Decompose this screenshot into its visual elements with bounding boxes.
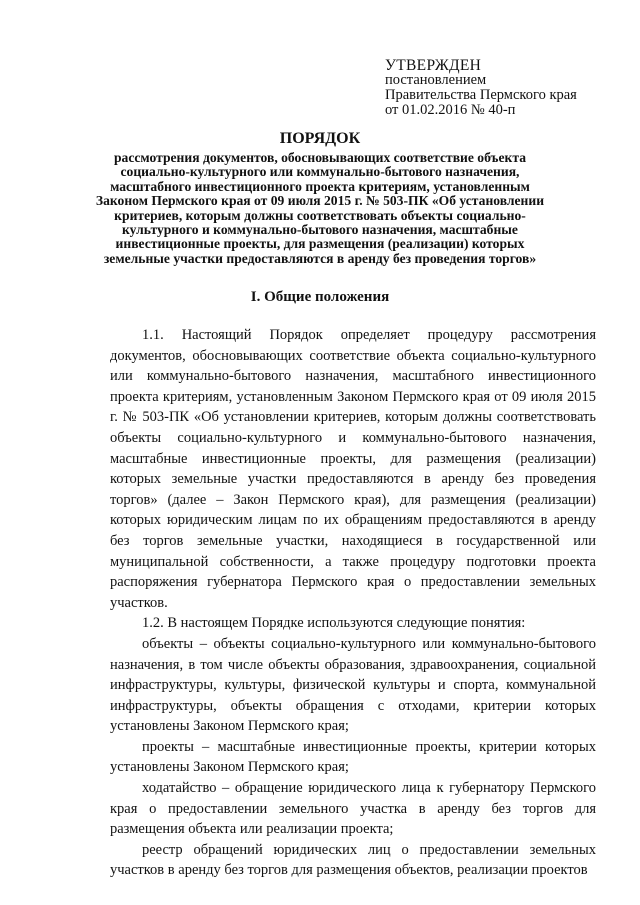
document-subtitle: рассмотрения документов, обосновывающих соответствие объекта социально-культурного или коммунально-бытового назначения, масштабного инвестиционного проекта критериям, установленным Законом Пермского края от 09 июля 2015 г. № 503-ПК «Об установлении критериев, которым должны соответствовать объекты социально-культурного и коммунально-бытового назначения, масштабные инвестиционные проекты, для размещения (реализации) которых земельные участки предоставляются в аренду без проведения торгов»	[95, 150, 545, 266]
section-heading: I. Общие положения	[250, 289, 390, 305]
approval-heading: УТВЕРЖДЕН	[385, 57, 482, 74]
approval-stamp	[385, 58, 577, 118]
definition-registry: реестр обращений юридических лиц о предоставлении земельных участков в аренду без торгов для размещения объектов, реализации проектов	[110, 841, 596, 879]
approval-line-1: постановлением	[385, 72, 487, 88]
document-title: ПОРЯДОК	[279, 130, 361, 147]
document-body	[110, 325, 596, 881]
approval-line-2: Правительства Пермского края	[385, 87, 577, 103]
definition-projects: проекты – масштабные инвестиционные проекты, критерии которых установлены Законом Пермского края;	[110, 738, 596, 776]
approval-line-3: от 01.02.2016 № 40-п	[385, 102, 516, 118]
definition-objects: объекты – объекты социально-культурного или коммунально-бытового назначения, в том числе объекты образования, здравоохранения, социальной инфраструктуры, культуры, физической культуры и спорта, коммунальной инфраструктуры, объекты обращения с отходами, критерии которых установлены Законом Пермского края;	[110, 635, 596, 735]
definition-petition: ходатайство – обращение юридического лица к губернатору Пермского края о предоставлении земельного участка в аренду без торгов для размещения объекта или реализации проекта;	[110, 780, 596, 838]
paragraph-1-2: 1.2. В настоящем Порядке используются следующие понятия:	[142, 615, 526, 632]
paragraph-1-1: 1.1. Настоящий Порядок определяет процедуру рассмотрения документов, обосновывающих соответствие объекта социально-культурного или коммунально-бытового назначения, масштабного инвестиционного проекта критериям, установленным Законом Пермского края от 09 июля 2015 г. № 503-ПК «Об установлении критериев, которым должны соответствовать объекты социально-культурного и коммунально-бытового назначения, масштабные инвестиционные проекты, для размещения (реализации) которых земельные участки предоставляются в аренду без проведения торгов» (далее – Закон Пермского края), для размещения (реализации) которых юридическим лицам по их обращениям предоставляются в аренду без торгов земельные участки, находящиеся в государственной или муниципальной собственности, а также процедуру подготовки проекта распоряжения губернатора Пермского края о предоставлении земельных участков.	[110, 327, 596, 611]
